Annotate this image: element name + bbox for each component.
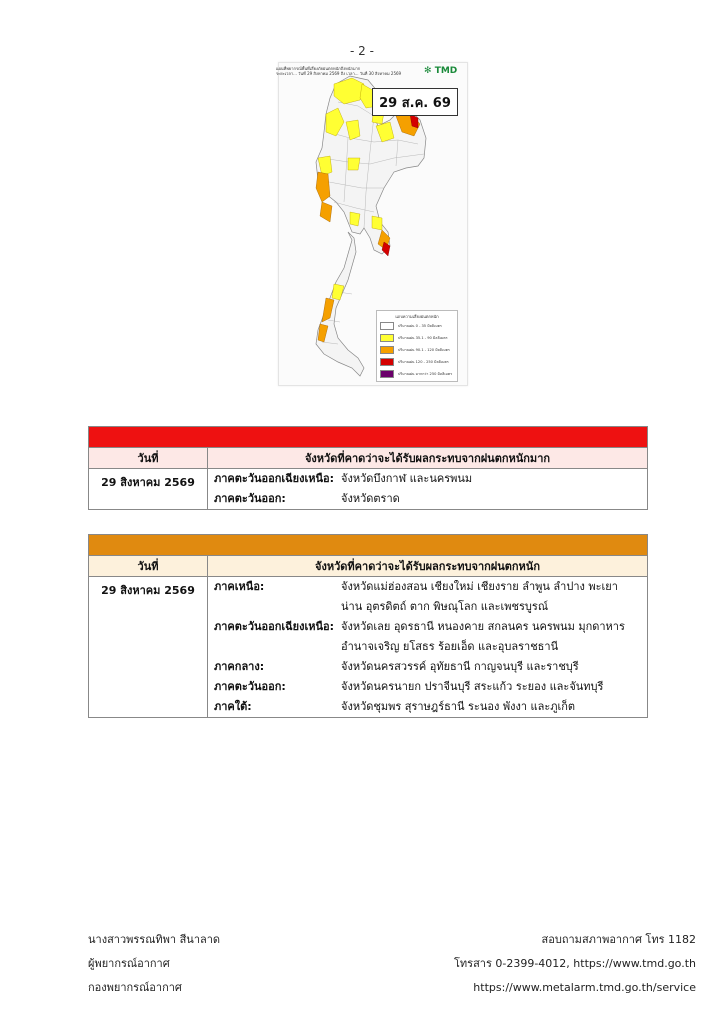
footer-contact	[454, 928, 696, 1000]
legend-text: ปริมาณฝน 90.1 - 120 มิลลิเมตร	[398, 348, 450, 352]
region-entry	[208, 617, 647, 637]
region-name: ภาคตะวันออกเฉียงเหนือ:	[214, 472, 335, 485]
column-header-date: วันที่	[89, 556, 208, 577]
region-entry	[208, 577, 647, 597]
map-header-line: ระยะเวลา... วันที่ 29 สิงหาคม 2569 ถึง เวลา... วันที่ 30 สิงหาคม 2569	[276, 71, 402, 76]
date-cell: 29 สิงหาคม 2569	[89, 577, 208, 718]
region-entry	[208, 697, 647, 717]
footer-signature	[88, 928, 220, 1000]
region-entry-continued	[208, 597, 647, 617]
region-name: ภาคตะวันออก:	[214, 680, 286, 693]
legend-item	[380, 368, 457, 380]
table-row	[89, 577, 648, 718]
region-entry-continued	[208, 637, 647, 657]
provinces-cell	[208, 469, 648, 510]
region-provinces: จังหวัดเลย อุดรธานี หนองคาย สกลนคร นครพนม มุกดาหาร	[341, 620, 625, 633]
map-thailand-south	[316, 232, 364, 376]
map-header-line: แผนที่พยากรณ์พื้นที่เสี่ยงภัยฝนตกหนักถึงหนักมาก	[276, 66, 361, 71]
region-name: ภาคกลาง:	[214, 660, 265, 673]
contact-phone: สอบถามสภาพอากาศ โทร 1182	[541, 933, 696, 946]
region-provinces: จังหวัดนครสวรรค์ อุทัยธานี กาญจนบุรี และราชบุรี	[341, 660, 579, 673]
column-header-provinces: จังหวัดที่คาดว่าจะได้รับผลกระทบจากฝนตกหนักมาก	[208, 448, 648, 469]
region-entry	[208, 657, 647, 677]
legend-item	[380, 344, 457, 356]
region-name: ภาคตะวันออกเฉียงเหนือ:	[214, 620, 335, 633]
heavy-rain-table	[88, 534, 648, 718]
region-provinces: จังหวัดนครนายก ปราจีนบุรี สระแก้ว ระยอง และจันทบุรี	[341, 680, 604, 693]
region-provinces: จังหวัดบึงกาฬ และนครพนม	[341, 472, 473, 485]
forecaster-title: ผู้พยากรณ์อากาศ	[88, 957, 170, 970]
very-heavy-rain-band	[89, 427, 648, 448]
region-provinces: จังหวัดแม่ฮ่องสอน เชียงใหม่ เชียงราย ลำพูน ลำปาง พะเยา	[341, 580, 618, 593]
tmd-logo: ✻ TMD	[424, 66, 458, 76]
region-entry	[208, 489, 647, 509]
page-number: - 2 -	[350, 44, 374, 58]
region-entry	[208, 469, 647, 489]
contact-service-link[interactable]: https://www.metalarm.tmd.go.th/service	[473, 981, 696, 994]
legend-swatch	[380, 370, 394, 378]
region-name: ภาคตะวันออก:	[214, 492, 286, 505]
tmd-logo-text: TMD	[434, 66, 458, 76]
legend-swatch	[380, 346, 394, 354]
legend-swatch	[380, 358, 394, 366]
region-provinces: อำนาจเจริญ ยโสธร ร้อยเอ็ด และอุบลราชธานี	[341, 640, 559, 653]
map-legend	[376, 310, 458, 382]
table-row	[89, 469, 648, 510]
legend-text: ปริมาณฝน 35.1 - 90 มิลลิเมตร	[398, 336, 448, 340]
legend-title: แถบความเสี่ยงฝนตกหนัก	[395, 314, 439, 319]
very-heavy-rain-table	[88, 426, 648, 510]
column-header-date: วันที่	[89, 448, 208, 469]
provinces-cell	[208, 577, 648, 718]
region-entry	[208, 677, 647, 697]
division-name: กองพยากรณ์อากาศ	[88, 981, 182, 994]
legend-item	[380, 356, 457, 368]
date-cell: 29 สิงหาคม 2569	[89, 469, 208, 510]
legend-item	[380, 332, 457, 344]
region-provinces: จังหวัดตราด	[341, 492, 400, 505]
contact-fax[interactable]: โทรสาร 0-2399-4012, https://www.tmd.go.th	[454, 957, 696, 970]
legend-swatch	[380, 334, 394, 342]
legend-text: ปริมาณฝน 0 - 35 มิลลิเมตร	[398, 324, 442, 328]
region-provinces: น่าน อุตรดิตถ์ ตาก พิษณุโลก และเพชรบูรณ์	[341, 600, 549, 613]
region-name: ภาคใต้:	[214, 700, 252, 713]
forecast-date-label: 29 ส.ค. 69	[372, 88, 458, 116]
legend-text: ปริมาณฝน 120 - 250 มิลลิเมตร	[398, 360, 449, 364]
region-name: ภาคเหนือ:	[214, 580, 265, 593]
column-header-provinces: จังหวัดที่คาดว่าจะได้รับผลกระทบจากฝนตกหนัก	[208, 556, 648, 577]
forecaster-name: นางสาวพรรณทิพา สีนาลาด	[88, 933, 221, 946]
legend-text: ปริมาณฝน มากกว่า 250 มิลลิเมตร	[398, 372, 453, 376]
legend-swatch	[380, 322, 394, 330]
legend-item	[380, 320, 457, 332]
heavy-rain-band	[89, 535, 648, 556]
region-provinces: จังหวัดชุมพร สุราษฎร์ธานี ระนอง พังงา และภูเก็ต	[341, 700, 576, 713]
